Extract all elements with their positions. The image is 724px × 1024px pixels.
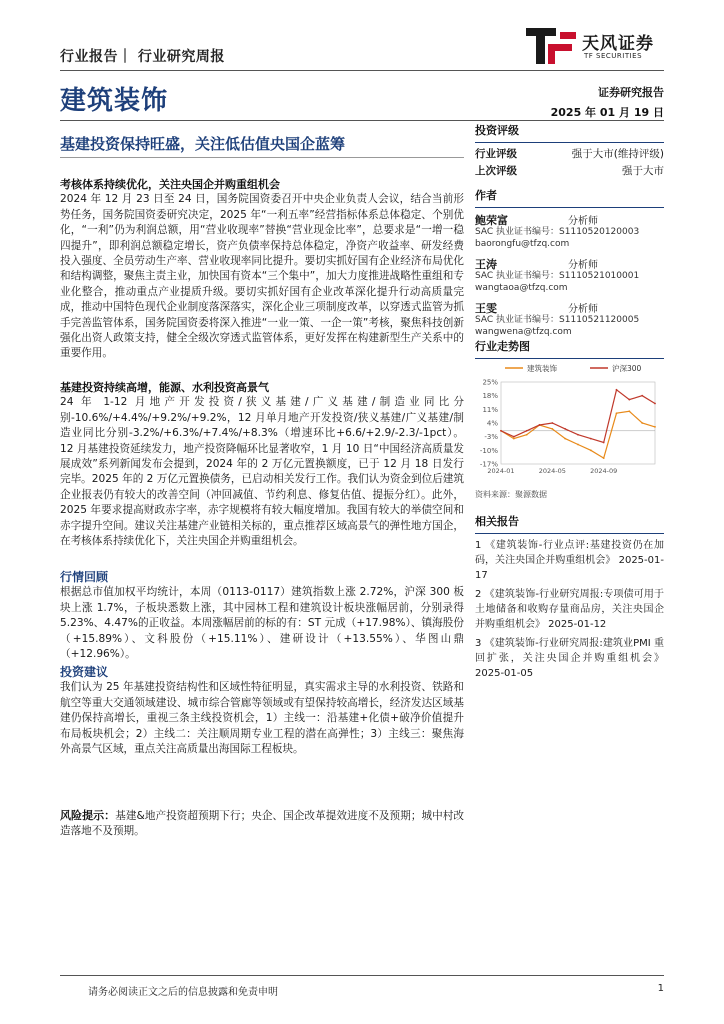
section-assessment xyxy=(60,177,464,362)
risk-text: 基建&地产投资超预期下行；央企、国企改革提效进度不及预期；城中村改造落地不及预期。 xyxy=(60,810,464,838)
tf-logo-icon xyxy=(526,28,576,64)
rating-divider xyxy=(475,142,664,143)
related-report-item[interactable]: 1 《建筑装饰-行业点评:基建投资仍在加码，关注央国企并购重组机会》 2025-01-17 xyxy=(475,540,664,581)
section-body: 根据总市值加权平均统计，本周（0113-0117）建筑指数上涨 2.72%，沪深 300 板块上涨 1.7%，子板块悉数上涨，其中园林工程和建筑设计板块涨幅居前，分别录得 5.23%、4.47%的正收益。本周涨幅居前的标的有：ST 元成（+17.98%）、镇海股份（+15.89%）、文科股份（+15.11%）、建研设计（+13.55%）、华图山鼎（+12.96%）。 xyxy=(60,586,464,661)
rating-value: 强于大市 xyxy=(622,165,664,177)
author-entry xyxy=(475,212,664,250)
rating-block xyxy=(475,122,664,180)
chart-source: 资料来源：聚源数据 xyxy=(475,490,547,499)
y-tick-label: 4% xyxy=(486,419,498,428)
logo-en: TF SECURITIES xyxy=(584,52,643,60)
chart-legend xyxy=(505,363,642,373)
section-title: 考核体系持续优化，关注央国企并购重组机会 xyxy=(60,178,280,191)
section-investment-advice xyxy=(60,665,464,757)
industry-trend-chart xyxy=(475,360,664,480)
related-title: 相关报告 xyxy=(475,515,519,528)
section-title: 投资建议 xyxy=(60,665,109,679)
chart-ticks xyxy=(480,379,617,476)
report-type: 证券研究报告 xyxy=(598,86,664,99)
series-point xyxy=(654,426,656,428)
author-entry xyxy=(475,300,664,338)
y-tick-label: -3% xyxy=(484,433,498,442)
author-cert: SAC 执业证书编号：S1110521120005 xyxy=(475,315,640,325)
series-point xyxy=(616,389,618,391)
x-tick-label: 2024-01 xyxy=(487,467,515,475)
trend-block xyxy=(475,338,664,359)
author-email[interactable]: wangwena@tfzq.com xyxy=(475,327,572,337)
series-point xyxy=(641,422,643,424)
series-point xyxy=(564,428,566,430)
risk-label: 风险提示： xyxy=(60,809,116,822)
headline: 基建投资保持旺盛，关注低估值央国企蓝筹 xyxy=(60,135,346,153)
series-point xyxy=(513,438,515,440)
footer-disclaimer: 请务必阅读正文之后的信息披露和免责申明 xyxy=(88,987,278,998)
page-number: 1 xyxy=(657,983,664,994)
section-body: 2024 年 12 月 23 日至 24 日，国务院国资委召开中央企业负责人会议，结合当前形势任务，国务院国资委研究决定，2025 年“一利五率”经营指标体系总体稳定、个别优化，“一利”仍为利润总额，用“营业收现率”替换“营业现金比率”，总要求是“一增一稳四提升”，即利润总额稳定增长，资产负债率保持总体稳定，净资产收益率、研发经费投入强度、全员劳动生产率、营业收现率同比提升。要切实抓好国有企业经济布局优化和结构调整，聚焦主责主业，加快国有资本“三个集中”，加大力度推进战略性重组和专业化整合，推动重点产业提质升级。要切实抓好国有企业改革深化提升行动高质量完成，推动中国特色现代企业制度落深落实，深化企业三项制度改革，以穿透式监管为抓手完善监管体系，国务院国资委将深入推进“一业一策、一企一策”考核，聚焦科技创新强化出资人政策支持，健全全级次穿透式监管体系，更好发挥在构建新型生产关系中的重要作用。 xyxy=(60,193,464,360)
authors-divider xyxy=(475,207,664,208)
author-entry xyxy=(475,256,664,294)
related-block xyxy=(475,513,664,681)
rating-row-industry xyxy=(475,146,664,163)
series-point xyxy=(590,438,592,440)
related-divider xyxy=(475,533,664,534)
rating-row-previous xyxy=(475,163,664,180)
author-email[interactable]: wangtaoa@tfzq.com xyxy=(475,283,568,293)
chart-series xyxy=(500,389,656,459)
author-role: 分析师 xyxy=(568,216,598,227)
rating-label: 行业评级 xyxy=(475,148,517,160)
series-point xyxy=(641,395,643,397)
footer-divider xyxy=(60,975,664,976)
series-point xyxy=(590,449,592,451)
author-cert: SAC 执业证书编号：S1110521010001 xyxy=(475,271,640,281)
legend-label: 建筑装饰 xyxy=(527,364,557,373)
series-point xyxy=(577,434,579,436)
y-tick-label: 25% xyxy=(482,378,498,387)
section-infrastructure xyxy=(60,380,464,549)
series-point xyxy=(603,457,605,459)
y-tick-label: 18% xyxy=(482,392,498,401)
series-point xyxy=(513,436,515,438)
section-market-review xyxy=(60,570,464,662)
section-body: 我们认为 25 年基建投资结构性和区域性特征明显，真实需求主导的水利投资、铁路和航空等重大交通领域建设、城市综合管廊等领域或有望保持较高增长，经济发达区域基建仍保持高增长，重视三条主线投资机会，1）主线一：沿基建+化债+破净价值提升布局板块机会；2）主线二：关注顺周期专业工程的潜在高弹性；3）主线三：聚焦海外高景气区域，重点关注高质量出海国际工程板块。 xyxy=(60,681,464,756)
sector-title: 建筑装饰 xyxy=(60,86,169,116)
series-point xyxy=(526,434,528,436)
author-role: 分析师 xyxy=(568,260,598,271)
authors-title: 作者 xyxy=(475,189,497,202)
author-name: 王涛 xyxy=(475,258,497,271)
author-name: 王雯 xyxy=(475,302,497,315)
series-point xyxy=(551,422,553,424)
series-point xyxy=(551,428,553,430)
rating-title: 投资评级 xyxy=(475,124,519,137)
header-divider xyxy=(60,70,664,71)
series-point xyxy=(577,444,579,446)
authors-block xyxy=(475,187,664,338)
series-point xyxy=(603,442,605,444)
rating-label: 上次评级 xyxy=(475,165,517,177)
trend-divider xyxy=(475,358,664,359)
section-title: 行情回顾 xyxy=(60,570,109,584)
logo-name: 天风证券 xyxy=(582,34,654,54)
legend-label: 沪深300 xyxy=(612,364,642,373)
report-date: 2025 年 01 月 19 日 xyxy=(550,106,664,119)
headline-divider xyxy=(60,157,464,158)
section-title: 基建投资持续高增，能源、水利投资高景气 xyxy=(60,381,269,394)
plot-frame xyxy=(501,382,655,464)
rating-value: 强于大市(维持评级) xyxy=(571,148,664,160)
related-report-item[interactable]: 2 《建筑装饰-行业研究周报:专项债可用于土地储备和收购存量商品房，关注央国企并购重组机会》 2025-01-12 xyxy=(475,589,664,630)
series-point xyxy=(539,424,541,426)
series-point xyxy=(628,399,630,401)
related-report-item[interactable]: 3 《建筑装饰-行业研究周报:建筑业PMI 重回扩张，关注央国企并购重组机会》 2025-01-05 xyxy=(475,638,664,679)
report-category: 行业报告｜ 行业研究周报 xyxy=(60,49,225,65)
author-cert: SAC 执业证书编号：S1110520120003 xyxy=(475,227,640,237)
chart-grid xyxy=(501,382,655,464)
y-tick-label: -17% xyxy=(479,460,498,469)
series-point xyxy=(526,430,528,432)
author-name: 鲍荣富 xyxy=(475,214,508,227)
y-tick-label: -10% xyxy=(479,446,498,455)
series-point xyxy=(616,412,618,414)
trend-title: 行业走势图 xyxy=(475,340,530,353)
y-tick-label: 11% xyxy=(482,405,498,414)
sector-divider xyxy=(60,120,664,121)
risk-warning xyxy=(60,808,464,840)
author-email[interactable]: baorongfu@tfzq.com xyxy=(475,239,570,249)
series-point xyxy=(564,438,566,440)
x-tick-label: 2024-09 xyxy=(590,467,618,475)
x-tick-label: 2024-05 xyxy=(538,467,566,475)
series-point xyxy=(500,430,502,432)
author-role: 分析师 xyxy=(568,304,598,315)
series-point xyxy=(654,403,656,405)
series-point xyxy=(628,410,630,412)
section-body: 24 年 1-12 月地产开发投资/狭义基建/广义基建/制造业同比分别-10.6%/+4.4%/+9.2%/+9.2%，12 月单月地产开发投资/狭义基建/广义基建/制造业同比分别-3.2%/+6.3%/+7.4%/+8.3%（增速环比+6.6/+2.9/-2.3/-1pct）。12 月基建投资延续发力，地产投资降幅环比显著收窄，1 月 10 日“中国经济高质量发展成效”系列新闻发布会提到，2024 年的 2 万亿元置换额度，已于 12 月 18 日发行完毕。2025 年的 2 万亿元置换债务，已启动相关发行工作。我们认为资金到位后建筑企业报表仍有较大的改善空间（冲回减值、节约利息、修复估值、提振分红）。此外，2025 年要求提高财政赤字率，赤字规模将有较大幅度增加。我国有较大的举债空间和赤字提升空间。建议关注基建产业链相关标的，重点推荐区域高景气的弹性地方国企，在考核体系持续优化下，关注央国企并购重组机会。 xyxy=(60,396,464,548)
